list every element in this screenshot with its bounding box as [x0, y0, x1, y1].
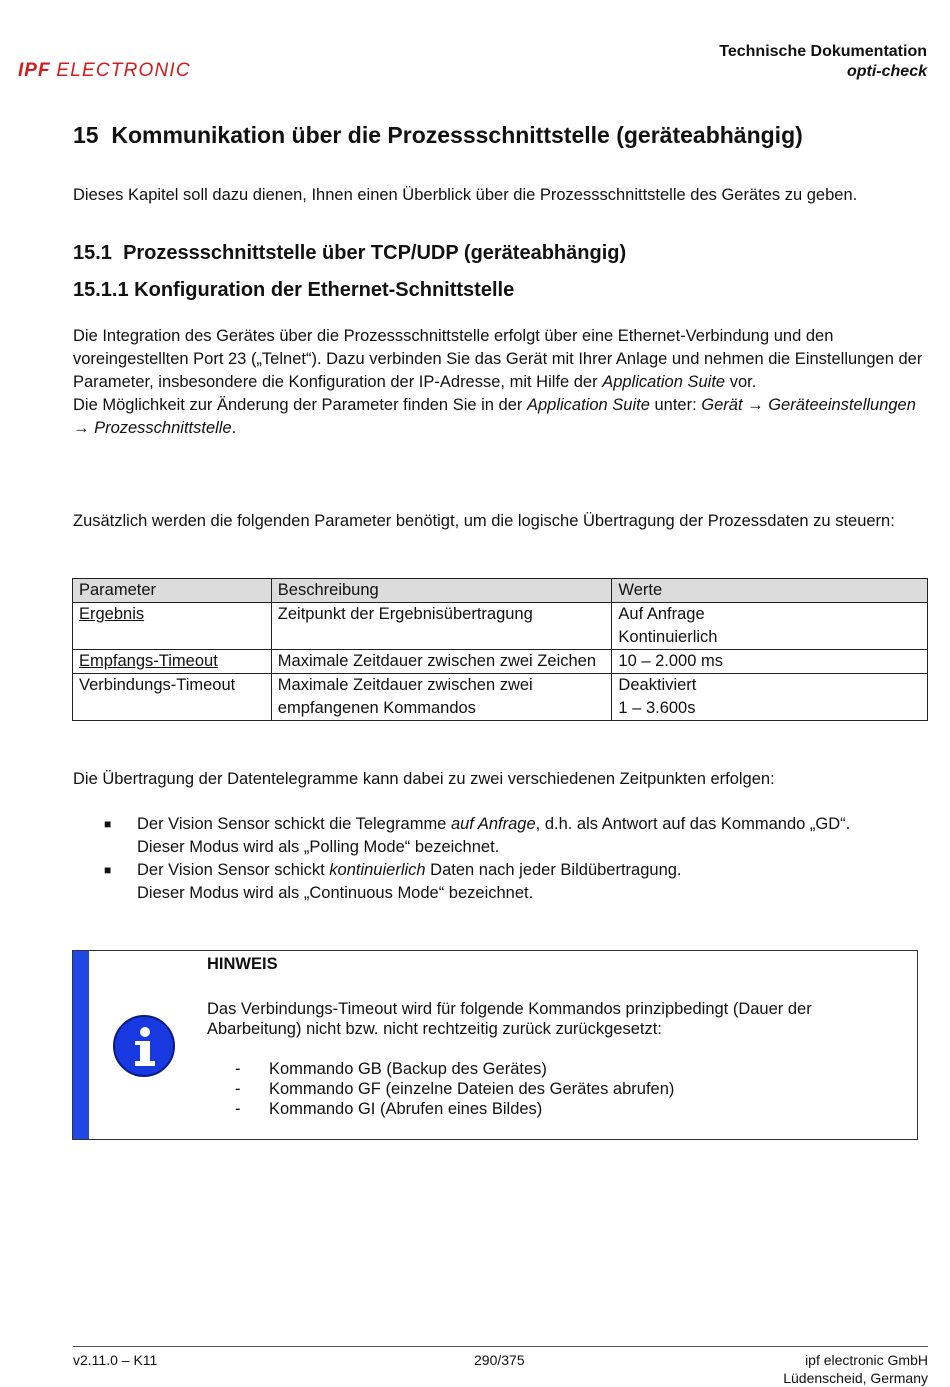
value-line: Kontinuierlich: [618, 628, 718, 646]
section-number: 15.1: [73, 242, 112, 264]
param-name: Verbindungs-Timeout: [73, 674, 272, 721]
footer-divider: [73, 1346, 928, 1347]
logo-suffix: ELECTRONIC: [56, 60, 191, 81]
param-description: Zeitpunkt der Ergebnisübertragung: [271, 603, 612, 650]
doc-title: Technische Dokumentation: [719, 43, 927, 60]
para-text: Die Integration des Gerätes über die Prozessschnittstelle erfolgt über eine Ethernet-Verbindung und den voreingestellten Port 23 („Telnet“). Dazu verbinden Sie das Gerät mit Ihrer Anlage und nehmen die Einstellungen der Parameter, insbesondere die Konfiguration der IP-Adresse, mit Hilfe der: [73, 327, 923, 391]
param-values: [612, 674, 928, 721]
note-title: HINWEIS: [207, 955, 278, 973]
list-item: - Kommando GB (Backup des Gerätes): [235, 1060, 547, 1078]
page-header: [719, 42, 927, 82]
table-row: [73, 674, 928, 721]
bullet-emphasis: kontinuierlich: [329, 861, 426, 879]
logo-brand: IPF: [18, 60, 51, 81]
note-list: [235, 1059, 674, 1119]
para-text: .: [231, 419, 237, 437]
chapter-intro: Dieses Kapitel soll dazu dienen, Ihnen einen Überblick über die Prozessschnittstelle des Gerätes zu geben.: [73, 186, 858, 204]
value-line: Deaktiviert: [618, 676, 697, 694]
table-row: [73, 603, 928, 650]
footer-version: v2.11.0 – K11: [73, 1352, 158, 1368]
chapter-heading: [73, 122, 803, 149]
paragraph-transmission: Die Übertragung der Datentelegramme kann dabei zu zwei verschiedenen Zeitpunkten erfolgen:: [73, 770, 775, 788]
para-text: unter:: [649, 396, 702, 414]
note-accent-bar: [73, 951, 89, 1139]
header-values: Werte: [612, 579, 928, 603]
list-item: [104, 859, 924, 905]
note-item: Kommando GF (einzelne Dateien des Gerätes abrufen): [269, 1080, 675, 1098]
table-header-row: [73, 579, 928, 603]
bullet-icon: ■: [104, 863, 112, 877]
note-item: Kommando GB (Backup des Gerätes): [269, 1060, 547, 1078]
note-box: [72, 950, 918, 1140]
list-item: - Kommando GF (einzelne Dateien des Gerätes abrufen): [235, 1080, 675, 1098]
param-description: Maximale Zeitdauer zwischen zwei Zeichen: [271, 650, 612, 674]
subsection-heading: [73, 279, 514, 302]
product-name: opti-check: [846, 63, 927, 80]
app-suite-ref: Application Suite: [602, 373, 726, 391]
company-logo: [18, 60, 191, 82]
bullet-emphasis: auf Anfrage: [450, 815, 536, 833]
footer-company: [783, 1351, 928, 1387]
para-text: vor.: [725, 373, 757, 391]
parameter-table: [72, 578, 928, 721]
section-title: Prozessschnittstelle über TCP/UDP (geräteabhängig): [123, 242, 627, 264]
param-values: [612, 603, 928, 650]
value-line: 10 – 2.000 ms: [618, 652, 723, 670]
chapter-number: 15: [73, 122, 99, 148]
table-row: [73, 650, 928, 674]
list-item: - Kommando GI (Abrufen eines Bildes): [235, 1100, 543, 1118]
param-values: [612, 650, 928, 674]
footer-page-number: 290/375: [474, 1352, 525, 1368]
subsection-title: Konfiguration der Ethernet-Schnittstelle: [134, 279, 515, 301]
bullet-text: Daten nach jeder Bildübertragung.: [425, 861, 682, 879]
param-link[interactable]: Empfangs-Timeout: [79, 652, 218, 670]
section-heading: [73, 242, 626, 265]
info-icon: [113, 1015, 175, 1077]
value-line: Auf Anfrage: [618, 605, 705, 623]
note-item: Kommando GI (Abrufen eines Bildes): [269, 1100, 543, 1118]
bullet-text: Der Vision Sensor schickt: [137, 861, 330, 879]
mode-list: [104, 813, 924, 905]
param-description: Maximale Zeitdauer zwischen zwei empfangenen Kommandos: [271, 674, 612, 721]
header-parameter: Parameter: [73, 579, 272, 603]
para-text: Die Möglichkeit zur Änderung der Parameter finden Sie in der: [73, 396, 527, 414]
note-text: Das Verbindungs-Timeout wird für folgende Kommandos prinzipbedingt (Dauer der Abarbeitung) nicht bzw. nicht rechtzeitig zurück zurückgesetzt:: [207, 1000, 812, 1038]
paragraph-integration: [73, 325, 923, 440]
param-link[interactable]: Ergebnis: [79, 605, 145, 623]
bullet-icon: ■: [104, 817, 112, 831]
list-item: [104, 813, 924, 859]
app-suite-ref: Application Suite: [526, 396, 650, 414]
menu-path: Gerät → Geräteeinstellungen → Prozesschnittstelle: [73, 396, 916, 437]
footer-company-name: ipf electronic GmbH: [805, 1352, 928, 1368]
bullet-text: Der Vision Sensor schickt die Telegramme: [137, 815, 451, 833]
chapter-title: Kommunikation über die Prozessschnittstelle (geräteabhängig): [111, 122, 803, 148]
footer-city: Lüdenscheid, Germany: [783, 1370, 928, 1386]
subsection-number: 15.1.1: [73, 279, 129, 301]
bullet-text: , d.h. als Antwort auf das Kommando „GD“.: [535, 815, 851, 833]
value-line: 1 – 3.600s: [618, 699, 696, 717]
bullet-text: Dieser Modus wird als „Continuous Mode“ bezeichnet.: [137, 884, 534, 902]
bullet-text: Dieser Modus wird als „Polling Mode“ bezeichnet.: [137, 838, 500, 856]
header-description: Beschreibung: [271, 579, 612, 603]
paragraph-parameters: Zusätzlich werden die folgenden Parameter benötigt, um die logische Übertragung der Prozessdaten zu steuern:: [73, 512, 895, 530]
